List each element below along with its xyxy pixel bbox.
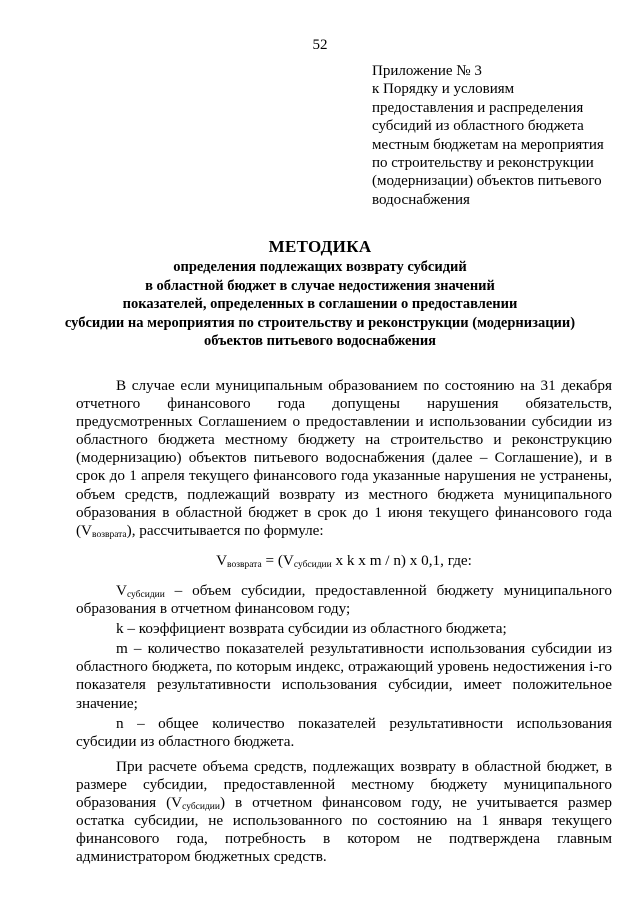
appendix-line: (модернизации) объектов питьевого xyxy=(372,173,602,190)
subtitle-line: объектов питьевого водоснабжения xyxy=(203,333,437,350)
subtitle-line: в областной бюджет в случае недостижения значений xyxy=(145,277,495,294)
definition-m: m – количество показателей результативности использования субсидии из областного бюджета, по которым индекс, отражающий уровень недостижения i-го показателя результативности использования субсидии, имеет положительное значение; xyxy=(76,640,612,712)
definition-k: k – коэффициент возврата субсидии из областного бюджета; xyxy=(116,620,507,638)
definition-v-subsidy: $V_{субсидии}$ – объем субсидии, предоставленной бюджету муниципального образования в отчетном финансовом году; xyxy=(76,581,612,618)
appendix-header xyxy=(372,62,622,209)
page-number: 52 xyxy=(312,37,328,53)
paragraph-intro: В случае если муниципальным образованием по состоянию на 31 декабря отчетного финансового года допущены нарушения обязательств, предусмотренных Соглашением о предоставлении и использовании субсидии из областного бюджета местному бюджету на строительство и реконструкцию (модернизацию) объектов питьевого водоснабжения (далее – Соглашение), и в срок до 1 апреля текущего финансового года указанные нарушения не устранены, объем средств, подлежащий возврату из местного бюджета муниципального образования в областной бюджет в срок до 1 июня текущего финансового года $(V_{возврата})$, рассчитывается по формуле: xyxy=(76,377,612,540)
title-subtitle xyxy=(0,258,640,351)
appendix-line: предоставления и распределения xyxy=(372,99,584,116)
subtitle-line: показателей, определенных в соглашении о предоставлении xyxy=(122,296,518,313)
appendix-line: Приложение № 3 xyxy=(372,63,482,79)
paragraph-calculation-note: При расчете объема средств, подлежащих возврату в областной бюджет, в размере субсидии, предоставленной местному бюджету муниципального образования $(V_{субсидии})$ в отчетном финансовом году, не учитывается размер остатка субсидии, не использованного по состоянию на 1 января текущего финансового года, потребность в котором не подтверждена главным администратором бюджетных средств. xyxy=(76,757,613,866)
formula: $V_{возврата} = (V_{субсидии}$ x k x m / n) x 0,1, где: xyxy=(216,551,472,570)
document-body xyxy=(76,377,612,866)
subtitle-line: субсидии на мероприятия по строительству и реконструкции (модернизации) xyxy=(64,314,576,331)
appendix-line: местным бюджетам на мероприятия xyxy=(372,136,604,153)
appendix-line: водоснабжения xyxy=(372,191,470,208)
document-title xyxy=(0,236,640,351)
definition-n: n – общее количество показателей результативности использования субсидии из областного бюджета. xyxy=(76,714,612,750)
appendix-line: субсидий из областного бюджета xyxy=(372,118,584,135)
appendix-line: по строительству и реконструкции xyxy=(372,155,594,172)
subtitle-line: определения подлежащих возврату субсидий xyxy=(173,259,467,275)
title-main: МЕТОДИКА xyxy=(268,237,372,256)
appendix-line: к Порядку и условиям xyxy=(372,81,515,98)
